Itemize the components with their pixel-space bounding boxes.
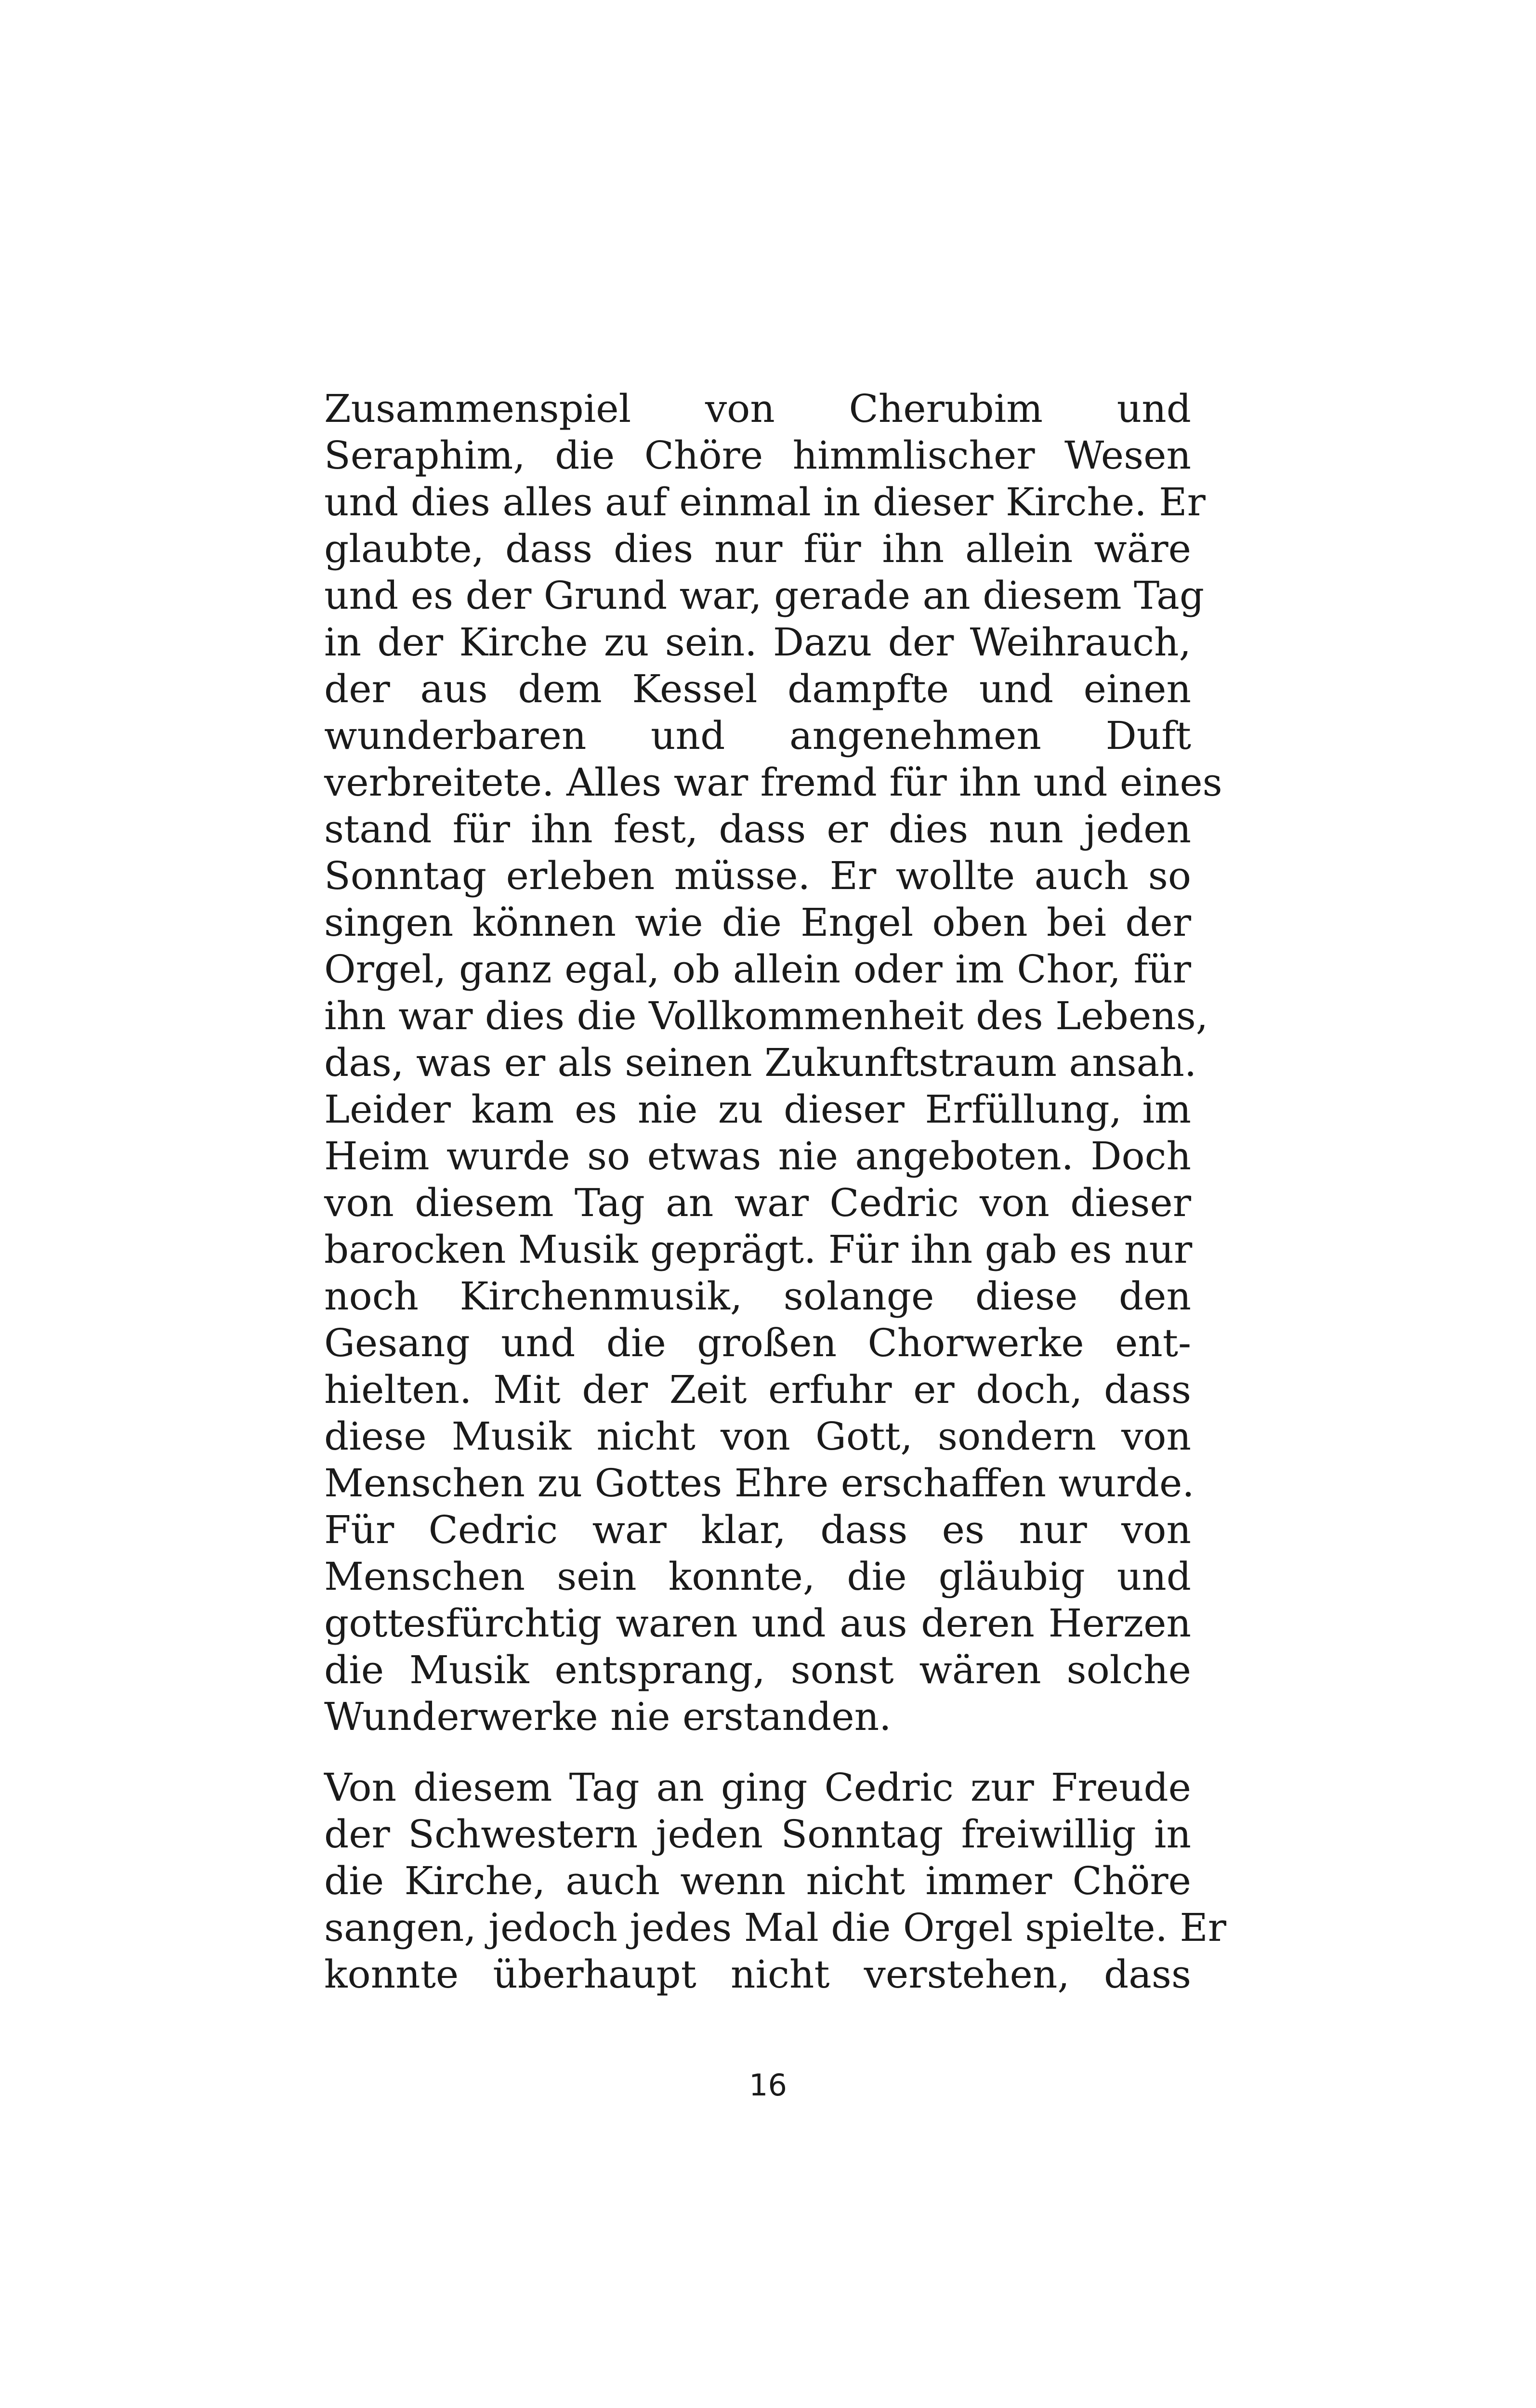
text-line: Seraphim, die Chöre himmlischer Wesen bbox=[324, 433, 1191, 478]
body-text bbox=[324, 385, 1227, 1998]
text-line: wunderbaren und angenehmen Duft bbox=[324, 713, 1191, 758]
text-line: barocken Musik geprägt. Für ihn gab es nur bbox=[324, 1227, 1193, 1272]
text-line: stand für ihn fest, dass er dies nun jeden bbox=[324, 807, 1191, 851]
text-line: konnte überhaupt nicht verstehen, dass bbox=[324, 1952, 1191, 1997]
text-line: Wunderwerke nie erstanden. bbox=[324, 1694, 892, 1739]
text-line: der Schwestern jeden Sonntag freiwillig in bbox=[324, 1812, 1191, 1857]
text-line: das, was er als seinen Zukunftstraum ansah. bbox=[324, 1040, 1197, 1085]
text-line: Menschen zu Gottes Ehre erschaffen wurde. bbox=[324, 1461, 1195, 1505]
text-line: die Musik entsprang, sonst wären solche bbox=[324, 1648, 1191, 1692]
text-line: diese Musik nicht von Gott, sondern von bbox=[324, 1414, 1191, 1459]
text-line: und dies alles auf einmal in dieser Kirche. Er bbox=[324, 480, 1206, 524]
text-line: Menschen sein konnte, die gläubig und bbox=[324, 1554, 1191, 1599]
text-line: Gesang und die großen Chorwerke ent- bbox=[324, 1321, 1191, 1365]
text-line: in der Kirche zu sein. Dazu der Weihrauch, bbox=[324, 620, 1191, 665]
text-line: hielten. Mit der Zeit erfuhr er doch, dass bbox=[324, 1367, 1191, 1412]
text-line: singen können wie die Engel oben bei der bbox=[324, 900, 1191, 945]
text-line: noch Kirchenmusik, solange diese den bbox=[324, 1274, 1191, 1319]
text-line: sangen, jedoch jedes Mal die Orgel spielte. Er bbox=[324, 1905, 1227, 1950]
text-line: von diesem Tag an war Cedric von dieser bbox=[324, 1180, 1191, 1225]
text-line: ihn war dies die Vollkommenheit des Lebens, bbox=[324, 994, 1208, 1038]
text-line: die Kirche, auch wenn nicht immer Chöre bbox=[324, 1858, 1191, 1903]
text-line: verbreitete. Alles war fremd für ihn und eines bbox=[324, 760, 1222, 805]
text-line: Leider kam es nie zu dieser Erfüllung, im bbox=[324, 1087, 1191, 1132]
paragraph-spacing bbox=[324, 1740, 1191, 1764]
text-line: Von diesem Tag an ging Cedric zur Freude bbox=[324, 1765, 1191, 1810]
text-line: gottesfürchtig waren und aus deren Herzen bbox=[324, 1601, 1191, 1646]
text-line: der aus dem Kessel dampfte und einen bbox=[324, 667, 1191, 711]
text-line: Sonntag erleben müsse. Er wollte auch so bbox=[324, 853, 1191, 898]
text-line: und es der Grund war, gerade an diesem Tag bbox=[324, 573, 1205, 618]
text-line: glaubte, dass dies nur für ihn allein wäre bbox=[324, 526, 1191, 571]
text-line: Für Cedric war klar, dass es nur von bbox=[324, 1507, 1191, 1552]
text-line: Heim wurde so etwas nie angeboten. Doch bbox=[324, 1134, 1191, 1178]
paragraph bbox=[324, 385, 1222, 1740]
paragraph bbox=[324, 1764, 1227, 1998]
text-line: Orgel, ganz egal, ob allein oder im Chor, für bbox=[324, 947, 1191, 992]
page-number: 16 bbox=[749, 2068, 787, 2103]
text-line: Zusammenspiel von Cherubim und bbox=[324, 386, 1191, 431]
